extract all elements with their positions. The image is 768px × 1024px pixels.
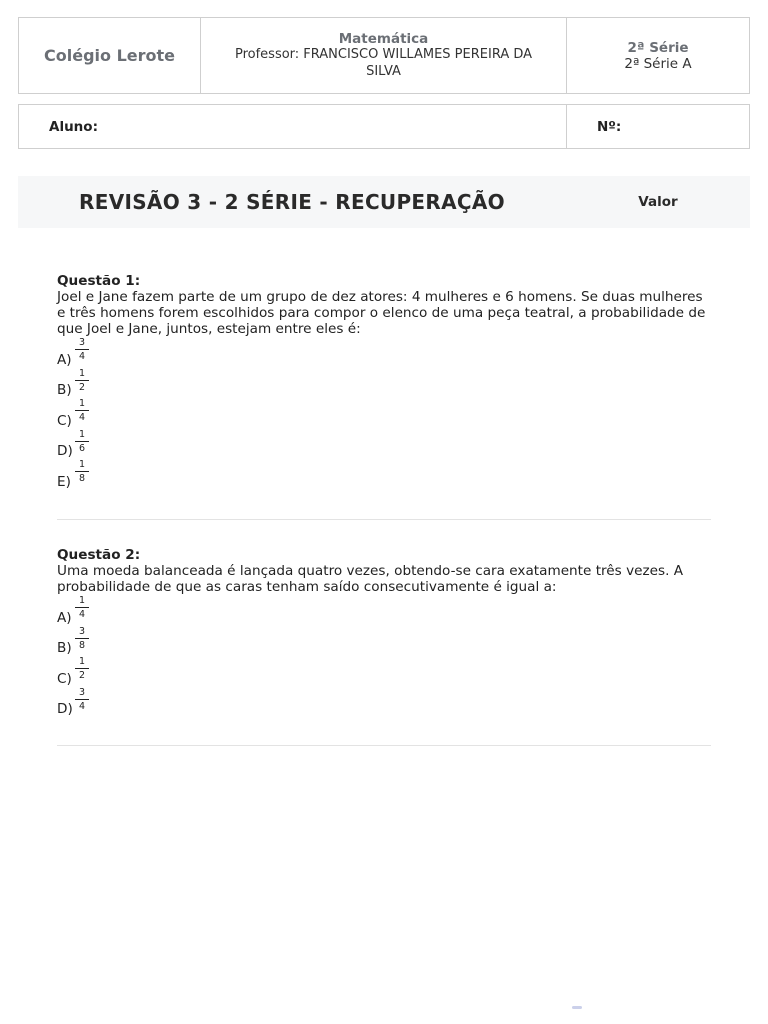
fraction-numerator: 1 bbox=[75, 595, 89, 608]
option-letter: C) bbox=[57, 412, 72, 429]
option-letter: B) bbox=[57, 640, 72, 657]
option-list bbox=[57, 595, 711, 717]
grade-name: 2ª Série bbox=[627, 39, 689, 56]
student-name-label: Aluno: bbox=[49, 118, 98, 135]
header-table bbox=[18, 17, 750, 94]
option-letter: E) bbox=[57, 473, 71, 490]
exam-title: REVISÃO 3 - 2 SÉRIE - RECUPERAÇÃO bbox=[79, 190, 505, 214]
student-table bbox=[18, 104, 750, 149]
student-number-label: Nº: bbox=[597, 118, 622, 135]
student-number-cell bbox=[567, 105, 749, 148]
fraction-denominator: 2 bbox=[78, 670, 86, 682]
option-fraction bbox=[75, 429, 89, 454]
option-b[interactable] bbox=[57, 626, 711, 657]
option-fraction bbox=[75, 687, 89, 712]
fraction-denominator: 4 bbox=[78, 609, 86, 620]
grade-cell bbox=[567, 18, 749, 93]
fraction-denominator: 8 bbox=[78, 639, 86, 651]
option-c[interactable] bbox=[57, 656, 711, 687]
fraction-numerator: 1 bbox=[75, 459, 89, 472]
question-1 bbox=[57, 273, 711, 490]
option-fraction bbox=[75, 595, 89, 620]
class-name: 2ª Série A bbox=[624, 55, 692, 72]
fraction-numerator: 1 bbox=[75, 398, 89, 411]
question-2 bbox=[57, 547, 711, 717]
question-divider bbox=[57, 745, 711, 746]
option-letter: D) bbox=[57, 443, 73, 460]
student-name-cell bbox=[19, 105, 567, 148]
option-letter: B) bbox=[57, 382, 72, 399]
option-d[interactable] bbox=[57, 429, 711, 460]
option-fraction bbox=[75, 398, 89, 423]
school-name: Colégio Lerote bbox=[44, 46, 175, 65]
fraction-denominator: 6 bbox=[78, 442, 86, 454]
fraction-denominator: 4 bbox=[78, 700, 86, 712]
option-letter: A) bbox=[57, 351, 72, 368]
exam-title-bar bbox=[18, 176, 750, 228]
question-text: Joel e Jane fazem parte de um grupo de dez atores: 4 mulheres e 6 homens. Se duas mulheres e três homens forem escolhidos para compor o elenco de uma peça teatral, a probabilidade de que Joel e Jane, juntos, estejam entre eles é: bbox=[57, 289, 706, 337]
option-e[interactable] bbox=[57, 459, 711, 490]
option-letter: D) bbox=[57, 701, 73, 718]
option-fraction bbox=[75, 368, 89, 393]
page-indicator-dot bbox=[572, 1006, 582, 1009]
fraction-denominator: 2 bbox=[78, 381, 86, 393]
exam-value-label: Valor bbox=[638, 194, 678, 210]
option-fraction bbox=[75, 337, 89, 362]
subject-cell bbox=[201, 18, 567, 93]
subject-name: Matemática bbox=[338, 31, 429, 47]
fraction-numerator: 3 bbox=[75, 687, 89, 700]
option-a[interactable] bbox=[57, 595, 711, 626]
fraction-numerator: 1 bbox=[75, 368, 89, 381]
fraction-denominator: 4 bbox=[78, 412, 86, 424]
fraction-numerator: 3 bbox=[75, 337, 89, 350]
fraction-denominator: 4 bbox=[78, 351, 86, 362]
option-a[interactable] bbox=[57, 337, 711, 368]
option-letter: A) bbox=[57, 609, 72, 626]
option-fraction bbox=[75, 656, 89, 681]
option-d[interactable] bbox=[57, 687, 711, 718]
fraction-numerator: 1 bbox=[75, 429, 89, 442]
question-divider bbox=[57, 519, 711, 520]
question-text: Uma moeda balanceada é lançada quatro vezes, obtendo-se cara exatamente três vezes. A probabilidade de que as caras tenham saído consecutivamente é igual a: bbox=[57, 563, 684, 595]
question-heading: Questão 1: bbox=[57, 273, 141, 289]
option-c[interactable] bbox=[57, 398, 711, 429]
option-letter: C) bbox=[57, 670, 72, 687]
fraction-numerator: 3 bbox=[75, 626, 89, 639]
school-cell bbox=[19, 18, 201, 93]
question-heading: Questão 2: bbox=[57, 547, 141, 563]
option-fraction bbox=[75, 459, 89, 484]
option-list bbox=[57, 337, 711, 490]
option-fraction bbox=[75, 626, 89, 651]
teacher-name: Professor: FRANCISCO WILLAMES PEREIRA DA SILVA bbox=[234, 47, 533, 79]
option-b[interactable] bbox=[57, 368, 711, 399]
fraction-denominator: 8 bbox=[78, 473, 86, 485]
fraction-numerator: 1 bbox=[75, 656, 89, 669]
